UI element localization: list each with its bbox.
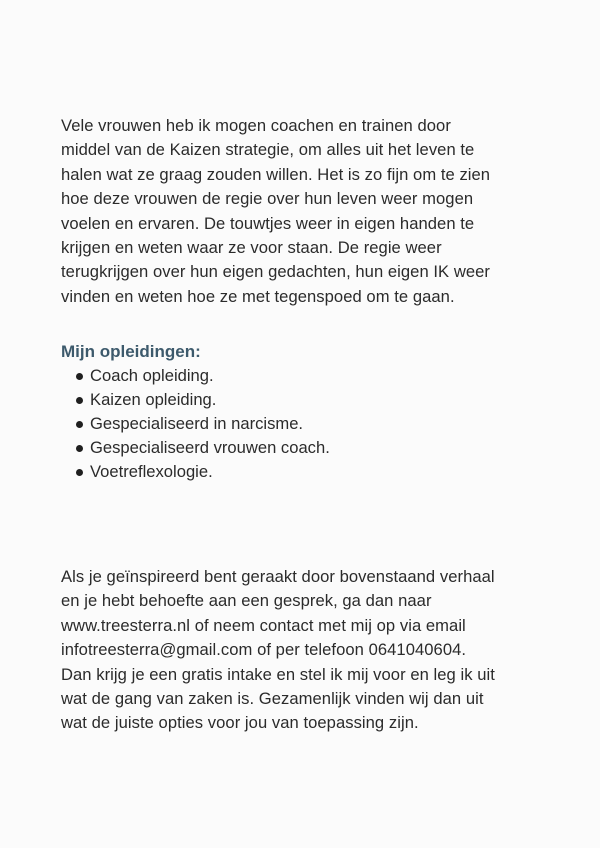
intro-line: krijgen en weten waar ze voor staan. De regie weer: [61, 238, 442, 258]
bullet-icon: [76, 373, 83, 380]
contact-paragraph: [61, 565, 551, 736]
list-item: [61, 364, 330, 388]
list-item-label: Voetreflexologie.: [90, 462, 213, 482]
list-item-label: Kaizen opleiding.: [90, 390, 217, 410]
contact-line: en je hebt behoefte aan een gesprek, ga dan naar: [61, 591, 432, 611]
intro-line: terugkrijgen over hun eigen gedachten, hun eigen IK weer: [61, 262, 491, 282]
list-item-label: Gespecialiseerd in narcisme.: [90, 414, 304, 434]
contact-line: Als je geïnspireerd bent geraakt door bovenstaand verhaal: [61, 567, 495, 586]
education-list: [61, 364, 330, 484]
contact-line: Dan krijg je een gratis intake en stel ik mij voor en leg ik uit: [61, 664, 495, 684]
intro-paragraph: [61, 114, 551, 309]
list-item: [61, 436, 330, 460]
bullet-icon: [76, 397, 83, 404]
education-heading: Mijn opleidingen:: [61, 342, 201, 361]
list-item: [61, 460, 330, 484]
bullet-icon: [76, 421, 83, 428]
bullet-icon: [76, 445, 83, 452]
contact-line: wat de gang van zaken is. Gezamenlijk vinden wij dan uit: [61, 689, 484, 709]
list-item-label: Gespecialiseerd vrouwen coach.: [90, 438, 330, 458]
intro-line: middel van de Kaizen strategie, om alles uit het leven te: [61, 140, 475, 160]
intro-line: hoe deze vrouwen de regie over hun leven weer mogen: [61, 189, 474, 209]
list-item: [61, 412, 330, 436]
intro-line: vinden en weten hoe ze met tegenspoed om te gaan.: [61, 286, 455, 306]
list-item: [61, 388, 330, 412]
bullet-icon: [76, 469, 83, 476]
contact-line: www.treesterra.nl of neem contact met mij op via email: [61, 615, 466, 635]
intro-line: Vele vrouwen heb ik mogen coachen en trainen door: [61, 116, 451, 135]
intro-line: voelen en ervaren. De touwtjes weer in eigen handen te: [61, 213, 475, 233]
list-item-label: Coach opleiding.: [90, 366, 214, 385]
contact-line: infotreesterra@gmail.com of per telefoon 0641040604.: [61, 640, 467, 660]
contact-line: wat de juiste opties voor jou van toepassing zijn.: [61, 713, 419, 733]
intro-line: halen wat ze graag zouden willen. Het is zo fijn om te zien: [61, 164, 491, 184]
